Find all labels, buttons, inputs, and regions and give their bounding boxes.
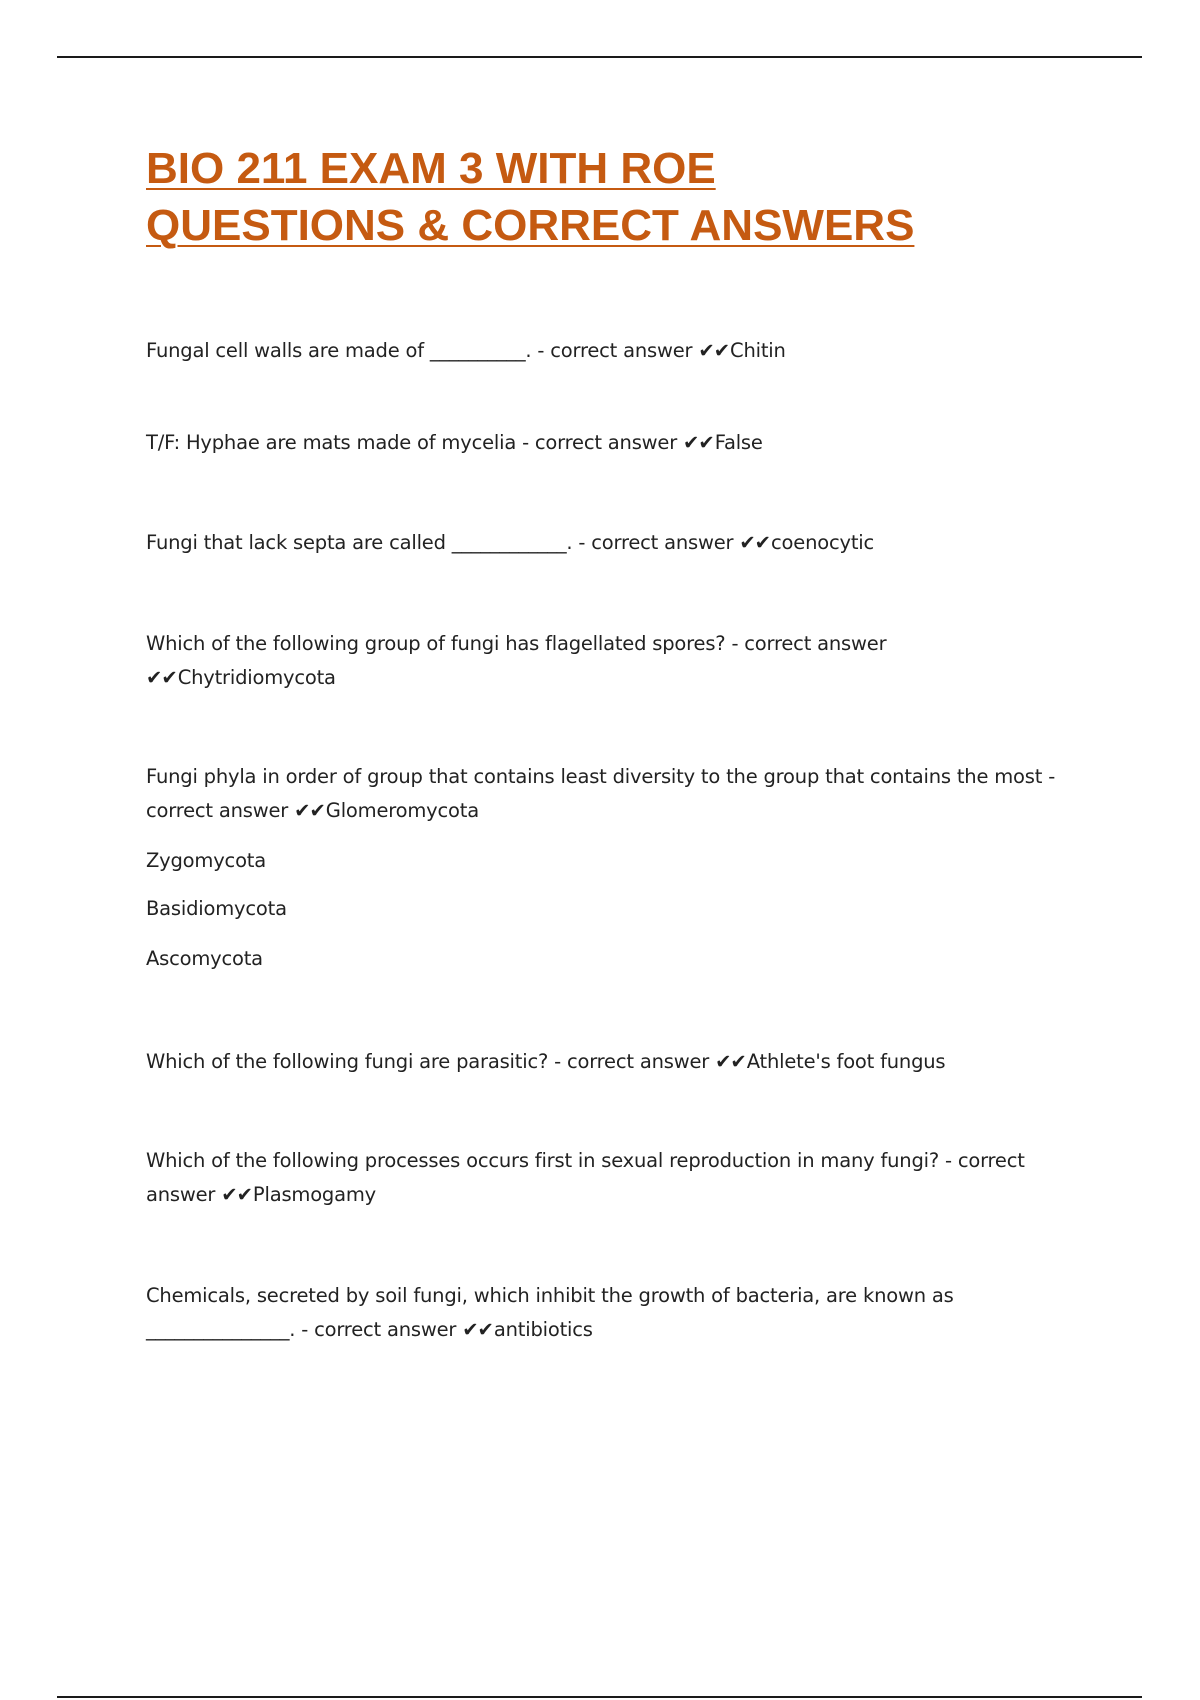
check-icon: ✔✔ <box>146 666 177 689</box>
answer-text: Chytridiomycota <box>177 666 336 689</box>
question-text: Fungi phyla in order of group that contains least diversity to the group that contains the most <box>146 765 1043 788</box>
qa-text: Fungi phyla in order of group that contains least diversity to the group that contains the most - correct answer ✔✔Glomeromycota <box>146 765 1056 822</box>
answer-prefix: - correct answer <box>522 431 678 454</box>
qa-text <box>146 1045 945 1079</box>
qa-text <box>146 1279 1046 1347</box>
qa-text: Which of the following processes occurs first in sexual reproduction in many fungi? - correct answer ✔✔Plasmogamy <box>146 1149 1025 1206</box>
answer-extra-line: Ascomycota <box>146 947 263 970</box>
question-text: Chemicals, secreted by soil fungi, which inhibit the growth of bacteria, are known as _______________. <box>146 1284 954 1341</box>
answer-text: False <box>714 431 763 454</box>
qa-item-1 <box>146 334 786 368</box>
qa-item-4 <box>146 627 1086 695</box>
qa-text <box>146 526 874 560</box>
check-icon: ✔✔ <box>294 799 325 822</box>
header-rule <box>57 56 1142 58</box>
answer-text: antibiotics <box>493 1318 593 1341</box>
answer-extra-line: Basidiomycota <box>146 897 287 920</box>
answer-text: Plasmogamy <box>252 1183 376 1206</box>
qa-text <box>146 627 1086 695</box>
check-icon: ✔✔ <box>739 531 771 554</box>
qa-item-6 <box>146 1045 945 1079</box>
answer-text: Glomeromycota <box>325 799 479 822</box>
title-line-1: BIO 211 EXAM 3 WITH ROE <box>146 144 716 193</box>
question-text: Which of the following processes occurs first in sexual reproduction in many fungi? <box>146 1149 939 1172</box>
qa-item-7 <box>146 1144 1076 1212</box>
answer-prefix: - correct answer <box>301 1318 457 1341</box>
answer-prefix: - correct answer <box>731 632 887 655</box>
qa-text <box>146 426 763 460</box>
qa-item-3 <box>146 526 874 560</box>
qa-item-2 <box>146 426 763 460</box>
check-icon: ✔✔ <box>462 1318 493 1341</box>
footer-rule <box>57 1696 1142 1698</box>
question-text: Which of the following fungi are parasitic? <box>146 1050 549 1073</box>
answer-text: Athlete's foot fungus <box>746 1050 946 1073</box>
qa-item-8 <box>146 1279 1046 1347</box>
check-icon: ✔✔ <box>715 1050 746 1073</box>
qa-text <box>146 334 786 368</box>
qa-item-5 <box>146 760 1106 976</box>
document-body <box>146 140 1086 1341</box>
answer-prefix: - correct answer <box>554 1050 710 1073</box>
question-text: Which of the following group of fungi has flagellated spores? <box>146 632 726 655</box>
question-text: Fungi that lack septa are called ____________. <box>146 531 573 554</box>
check-icon: ✔✔ <box>683 431 714 454</box>
answer-prefix: - correct answer <box>537 339 693 362</box>
answer-text: Chitin <box>730 339 786 362</box>
question-text: T/F: Hyphae are mats made of mycelia <box>146 431 517 454</box>
question-text: Fungal cell walls are made of __________. <box>146 339 532 362</box>
check-icon: ✔✔ <box>698 339 730 362</box>
check-icon: ✔✔ <box>221 1183 252 1206</box>
answer-prefix: - correct answer <box>578 531 734 554</box>
answer-text: coenocytic <box>771 531 875 554</box>
document-title <box>146 140 1086 254</box>
title-line-2: QUESTIONS & CORRECT ANSWERS <box>146 201 915 250</box>
answer-extra-line: Zygomycota <box>146 849 266 872</box>
